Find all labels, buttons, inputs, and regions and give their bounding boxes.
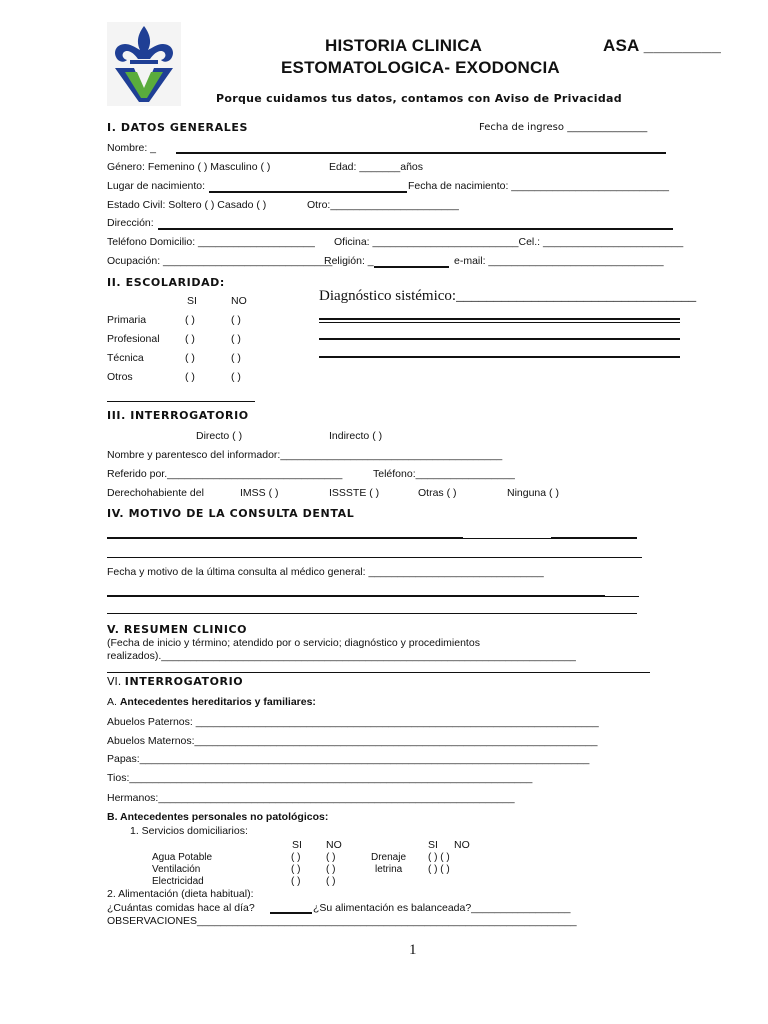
ultima-consulta-line-2[interactable] [107,613,637,614]
escolaridad-si-tecnica[interactable]: ( ) [185,352,195,364]
diagnostico-line-2[interactable] [319,338,680,340]
edad-field[interactable]: Edad: _______años [329,161,424,173]
referido-field[interactable]: Referido por.______________________________ [107,468,343,480]
tios-field[interactable]: Tios:_____________________________________________________________________ [107,772,533,784]
papas-field[interactable]: Papas:_____________________________________________________________________________ [107,753,590,765]
section-datos-generales: I. DATOS GENERALES [107,121,248,134]
section-vi [107,675,243,688]
balanceada-field[interactable]: ¿Su alimentación es balanceada?_________________ [313,902,571,914]
motivo-line-2[interactable] [107,557,642,558]
university-logo [107,22,181,106]
escolaridad-no-tecnica[interactable]: ( ) [231,352,241,364]
nombre-line[interactable] [176,152,666,154]
diagnostico-line-1b [319,322,680,323]
ocupacion-field[interactable]: Ocupación: _____________________________ [107,255,333,267]
escolaridad-si-primaria[interactable]: ( ) [185,314,195,326]
servicio-label-ventilacion: Ventilación [152,864,201,875]
oficina-cel-field[interactable]: Oficina: _________________________Cel.: ________________________ [334,236,684,248]
estado-civil-field[interactable]: Estado Civil: Soltero ( ) Casado ( ) [107,199,267,211]
servicio-no-agua[interactable]: ( ) [326,852,336,863]
direccion-line[interactable] [158,228,673,230]
escolaridad-label-otros: Otros [107,371,133,383]
servicio-no-electricidad[interactable]: ( ) [326,876,336,887]
escolaridad-si-otros[interactable]: ( ) [185,371,195,383]
escolaridad-no-header: NO [231,295,247,307]
section-interrogatorio: III. INTERROGATORIO [107,409,249,422]
resumen-field[interactable]: realizados)._______________________________________________________________________ [107,650,576,662]
lugar-nacimiento-line[interactable] [209,191,407,193]
motivo-line-1b [463,538,551,539]
diagnostico-line-1[interactable] [319,318,680,320]
section-vi-number: VI. [107,675,125,688]
comidas-line[interactable] [270,912,312,914]
section-motivo-consulta: IV. MOTIVO DE LA CONSULTA DENTAL [107,507,355,520]
indirecto-option[interactable]: Indirecto ( ) [329,430,383,442]
servicios-si-header-2: SI [428,839,438,851]
drenaje-label: Drenaje [371,852,407,863]
escolaridad-no-otros[interactable]: ( ) [231,371,241,383]
fecha-ingreso-field[interactable]: Fecha de ingreso ________________ [479,122,648,133]
genero-field[interactable]: Género: Femenino ( ) Masculino ( ) [107,161,271,173]
escolaridad-label-profesional: Profesional [107,333,160,345]
section-vi-title: INTERROGATORIO [124,675,244,688]
escolaridad-si-profesional[interactable]: ( ) [185,333,195,345]
servicio-label-agua: Agua Potable [152,852,213,863]
abuelos-maternos-field[interactable]: Abuelos Maternos:_____________________________________________________________________ [107,735,598,747]
escolaridad-si-header: SI [187,295,197,307]
diagnostico-sistemico-field[interactable]: Diagnóstico sistémico:________________________________ [319,288,697,304]
issste-option[interactable]: ISSSTE ( ) [329,487,380,499]
derechohabiente-label: Derechohabiente del [107,487,204,499]
nombre-label: Nombre: _ [107,142,157,154]
abuelos-paternos-field[interactable]: Abuelos Paternos: _____________________________________________________________________ [107,716,599,728]
hermanos-field[interactable]: Hermanos:_____________________________________________________________ [107,792,515,804]
document-subtitle: ESTOMATOLOGICA- EXODONCIA [281,58,560,77]
section-escolaridad: II. ESCOLARIDAD: [107,276,225,289]
email-field[interactable]: e-mail: ______________________________ [454,255,664,267]
antecedentes-no-patologicos-heading: B. Antecedentes personales no patológicos: [107,811,329,823]
escolaridad-no-primaria[interactable]: ( ) [231,314,241,326]
religion-label: Religión: _ [324,255,374,267]
antecedentes-a-title: Antecedentes hereditarios y familiares: [119,696,316,708]
lugar-nacimiento-label: Lugar de nacimiento: [107,180,206,192]
diagnostico-line-3[interactable] [319,356,680,358]
resumen-instructions: (Fecha de inicio y término; atendido por o servicio; diagnóstico y procedimientos [107,637,480,649]
servicios-domiciliarios-label: 1. Servicios domiciliarios: [130,825,248,837]
antecedentes-hereditarios-heading [107,696,316,708]
escolaridad-label-tecnica: Técnica [107,352,144,364]
asa-field: ASA ________ [603,36,722,55]
section-resumen-clinico: V. RESUMEN CLINICO [107,623,248,636]
telefono-domicilio-field[interactable]: Teléfono Domicilio: ____________________ [107,236,315,248]
otras-option[interactable]: Otras ( ) [418,487,457,499]
page-number: 1 [409,942,417,958]
motivo-line-1a[interactable] [107,537,463,539]
comidas-label: ¿Cuántas comidas hace al día? [107,902,255,914]
servicio-si-agua[interactable]: ( ) [291,852,301,863]
escolaridad-no-profesional[interactable]: ( ) [231,333,241,345]
informador-field[interactable]: Nombre y parentesco del informador:______________________________________ [107,449,503,461]
antecedentes-a-prefix: A. [107,696,120,708]
letrina-label: letrina [375,864,403,875]
fecha-nacimiento-field[interactable]: Fecha de nacimiento: ___________________________ [408,180,669,192]
imss-option[interactable]: IMSS ( ) [240,487,279,499]
privacy-notice: Porque cuidamos tus datos, contamos con Aviso de Privacidad [216,92,622,105]
escolaridad-label-primaria: Primaria [107,314,147,326]
servicios-no-header-2: NO [454,839,470,851]
document-title: HISTORIA CLINICA [325,36,483,55]
otro-field[interactable]: Otro:______________________ [307,199,459,211]
drenaje-options[interactable]: ( ) ( ) [428,852,450,863]
servicio-no-ventilacion[interactable]: ( ) [326,864,336,875]
letrina-options[interactable]: ( ) ( ) [428,864,450,875]
alimentacion-label: 2. Alimentación (dieta habitual): [107,888,254,900]
ninguna-option[interactable]: Ninguna ( ) [507,487,559,499]
referido-telefono-field[interactable]: Teléfono:_________________ [373,468,515,480]
direccion-label: Dirección: [107,217,154,229]
servicio-si-electricidad[interactable]: ( ) [291,876,301,887]
motivo-line-1c [551,537,637,539]
resumen-line-2[interactable] [107,672,650,673]
servicios-si-header: SI [292,839,302,851]
servicio-si-ventilacion[interactable]: ( ) [291,864,301,875]
ultima-consulta-line-1[interactable] [107,595,605,597]
ultima-consulta-line-1b [605,596,639,597]
escolaridad-otros-line[interactable] [107,401,255,402]
servicios-no-header: NO [326,839,342,851]
observaciones-field[interactable]: OBSERVACIONES_________________________________________________________________ [107,915,577,927]
religion-line[interactable] [374,266,449,268]
ultima-consulta-field[interactable]: Fecha y motivo de la última consulta al médico general: ______________________________ [107,566,544,578]
servicio-label-electricidad: Electricidad [152,876,204,887]
directo-option[interactable]: Directo ( ) [196,430,243,442]
